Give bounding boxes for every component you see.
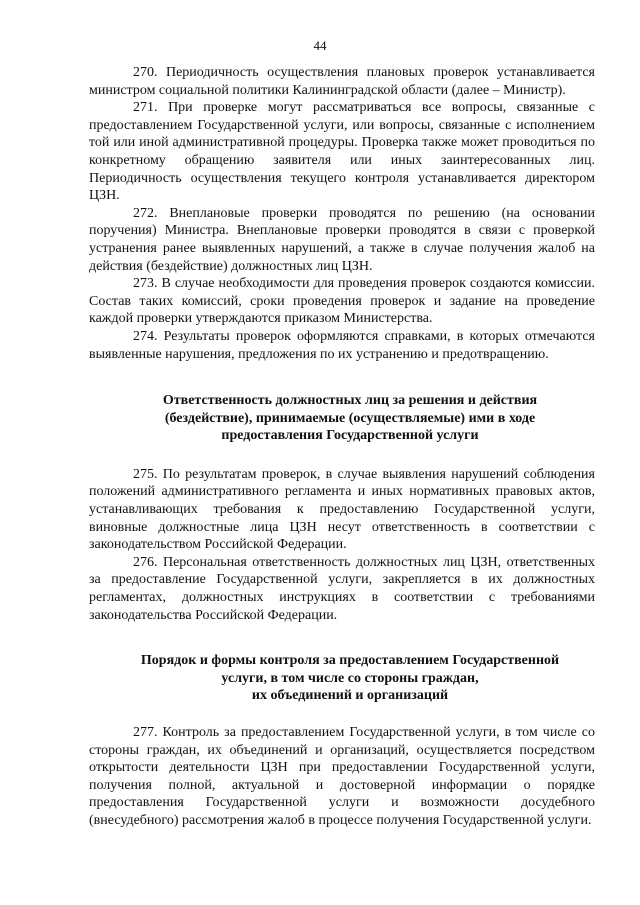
paragraph-275: 275. По результатам проверок, в случае выявления нарушений соблюдения положений административного регламента и иных нормативных правовых актов, устанавливающих требования к предоставлению Государственной услуги, виновные должностные лица ЦЗН несут ответственность в соответствии с законодательством Российской Федерации. — [89, 466, 595, 553]
page-number: 44 — [313, 38, 327, 53]
paragraph-270: 270. Периодичность осуществления плановых проверок устанавливается министром социальной политики Калининградской области (далее – Министр). — [89, 65, 595, 98]
document-body — [89, 64, 595, 830]
paragraph-271: 271. При проверке могут рассматриваться все вопросы, связанные с предоставлением Государственной услуги, или вопросы, связанные с исполнением той или иной административной процедуры. Проверка также может проводиться по конкретному обращению заявителя или иных заинтересованных лиц. Периодичность осуществления текущего контроля устанавливается директором ЦЗН. — [89, 100, 595, 204]
paragraph-273: 273. В случае необходимости для проведения проверок создаются комиссии. Состав таких комиссий, сроки проведения проверок и задание на проведение каждой проверки утверждаются приказом Министерства. — [89, 276, 595, 327]
paragraph-277: 277. Контроль за предоставлением Государственной услуги, в том числе со стороны граждан, их объединений и организаций, осуществляется посредством открытости деятельности ЦЗН при предоставлении Государственной услуги, получения полной, актуальной и достоверной информации о порядке предоставления Государственной услуги и возможности досудебного (внесудебного) рассмотрения жалоб в процессе получения Государственной услуги. — [89, 725, 595, 828]
paragraph-272: 272. Внеплановые проверки проводятся по решению (на основании поручения) Министра. Внеплановые проверки проводятся в связи с проверкой устранения ранее выявленных нарушений, а также в случае получения жалоб на действия (бездействие) должностных лиц ЦЗН. — [89, 205, 595, 274]
section-heading-control: Порядок и формы контроля за предоставлением Государственной услуги, в том числе со стороны граждан, их объединений и организаций — [140, 653, 560, 704]
paragraph-276: 276. Персональная ответственность должностных лиц ЦЗН, ответственных за предоставление Государственной услуги, закрепляется в их должностных регламентах, должностных инструкциях в соответствии с требованиями законодательства Российской Федерации. — [89, 554, 595, 623]
paragraph-274: 274. Результаты проверок оформляются справками, в которых отмечаются выявленные нарушения, предложения по их устранению и предотвращению. — [89, 328, 595, 362]
section-heading-responsibility: Ответственность должностных лиц за решения и действия (бездействие), принимаемые (осуществляемые) ими в ходе предоставления Государственной услуги — [162, 393, 538, 444]
